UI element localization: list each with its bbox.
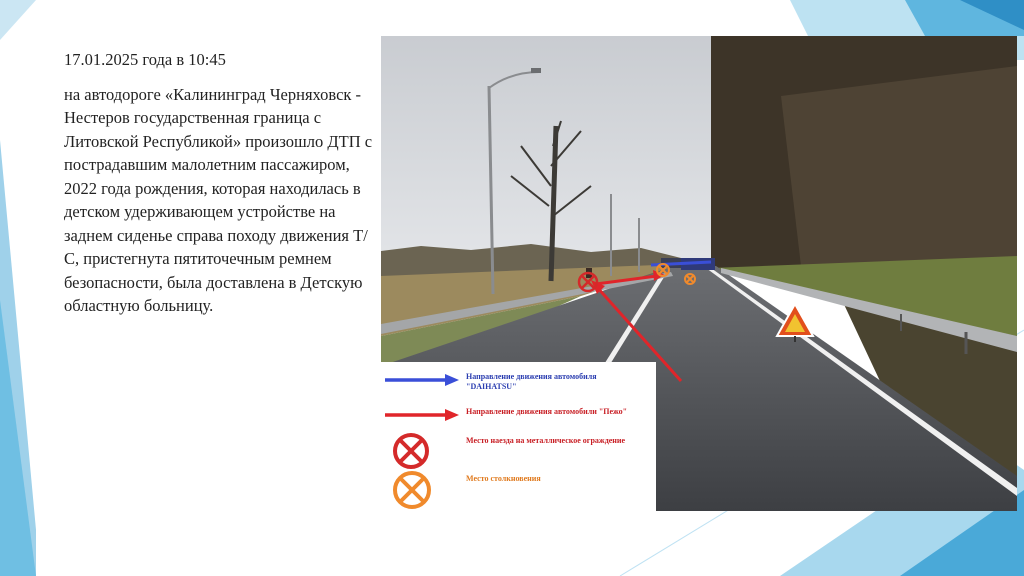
- legend-item-guardrail: [381, 432, 656, 468]
- legend-label-daihatsu: Направление движения автомобиля "DAIHATSU": [466, 372, 597, 391]
- red-cross-circle-icon: [387, 432, 435, 470]
- legend-item-collision: [381, 470, 656, 510]
- map-legend: [381, 362, 656, 511]
- incident-text: на автодороге «Калининград Черняховск - Нестеров государственная граница с Литовской Республикой» произошло ДТП с пострадавшим малолетним пассажиром, 2022 года рождения, которая находилась в детском удерживающем устройстве на заднем сиденье справа походу движения Т/С, пристегнута пятиточечным ремнем безопасности, была доставлена в Детскую областную больницу.: [64, 84, 373, 315]
- blue-arrow-icon: [385, 374, 459, 386]
- red-arrow-icon: [385, 409, 459, 421]
- legend-label-peugeot: Направление движения автомобили "Пежо": [466, 407, 628, 416]
- incident-description: [64, 48, 380, 318]
- incident-date: 17.01.2025 года в 10:45: [64, 50, 226, 69]
- legend-item-peugeot: [381, 405, 656, 427]
- legend-item-daihatsu: [381, 370, 656, 390]
- legend-label-collision: Место столкновения: [466, 474, 541, 483]
- orange-cross-circle-icon: [387, 470, 437, 510]
- legend-label-guardrail: Место наезда на металлическое ограждение: [466, 436, 626, 445]
